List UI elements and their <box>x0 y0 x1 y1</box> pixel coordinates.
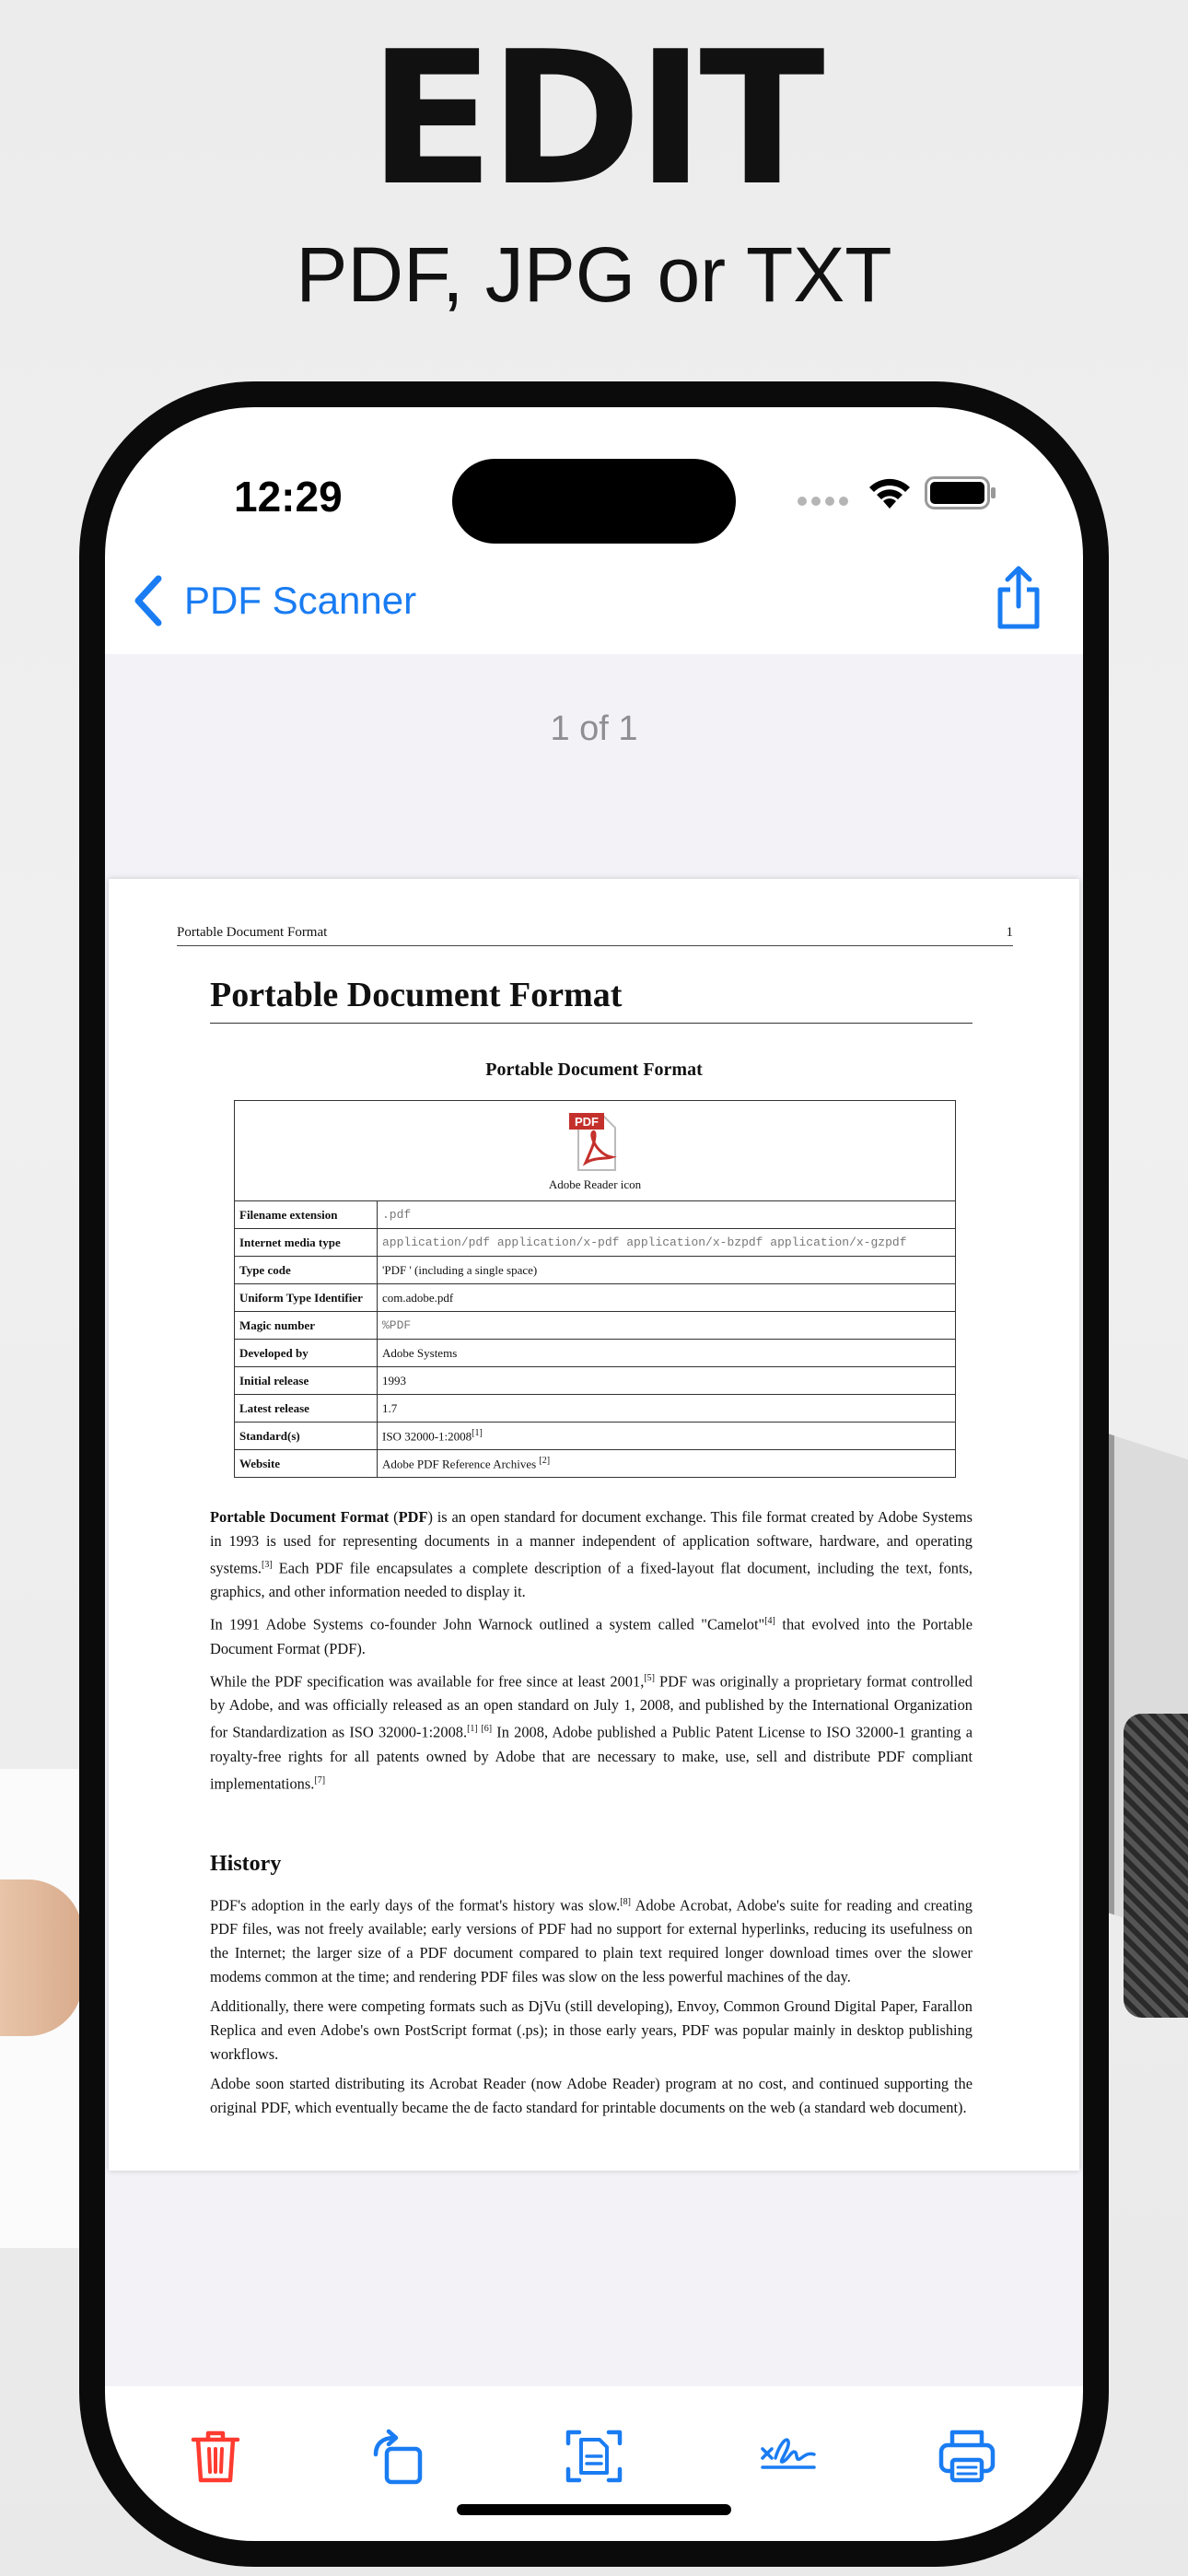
row-key: Magic number <box>235 1312 378 1340</box>
running-head-page-number: 1 <box>1006 925 1013 940</box>
page-counter: 1 of 1 <box>550 709 638 748</box>
text-run: PDF's adoption in the early days of the format's history was slow. <box>210 1896 621 1914</box>
dynamic-island <box>452 459 736 544</box>
citation[interactable]: [8] <box>620 1897 631 1907</box>
bold-term: PDF <box>398 1508 428 1526</box>
paragraph <box>210 1667 973 1796</box>
text-run: In 1991 Adobe Systems co-founder John Warnock outlined a system called "Camelot" <box>210 1615 765 1633</box>
row-key: Uniform Type Identifier <box>235 1284 378 1312</box>
infobox-caption: Portable Document Format <box>485 1060 703 1080</box>
running-head <box>177 925 1013 946</box>
back-button[interactable] <box>131 564 416 638</box>
status-time: 12:29 <box>234 473 343 521</box>
phone-frame <box>79 381 1109 2567</box>
running-head-title: Portable Document Format <box>177 925 328 940</box>
paragraph: Adobe soon started distributing its Acrobat Reader (now Adobe Reader) program at no cost, and continued supporting the original PDF, which eventually became the de facto standard for printable documents on the web (a standard web document). <box>210 2075 973 2117</box>
bold-term: Portable Document Format <box>210 1508 390 1526</box>
row-key: Website <box>235 1450 378 1478</box>
text-run: Adobe Acrobat, Adobe's suite for reading and creating PDF files, was not freely available; early versions of PDF had no support for external hyperlinks, reducing its usefulness on the Internet; the larger size of a PDF document compared to plain text required longer download times over the slower modems common at the time; and rendering PDF files was slow on the less powerful machines of the day. <box>210 1896 973 1986</box>
table-row <box>235 1340 956 1367</box>
wifi-icon <box>866 472 914 512</box>
battery-icon <box>925 476 996 509</box>
print-icon[interactable] <box>938 2427 996 2486</box>
table-row <box>235 1257 956 1284</box>
chevron-left-icon <box>131 573 168 628</box>
citation[interactable]: [2] <box>539 1455 551 1466</box>
home-indicator[interactable] <box>457 2504 731 2515</box>
row-key: Initial release <box>235 1367 378 1395</box>
citation[interactable]: [7] <box>314 1774 326 1786</box>
row-key: Type code <box>235 1257 378 1284</box>
table-row <box>235 1284 956 1312</box>
text-run: that evolved into the Portable Document Format (PDF). <box>210 1615 973 1657</box>
citation[interactable]: [3] <box>262 1560 273 1570</box>
paragraph: Additionally, there were competing formats such as DjVu (still developing), Envoy, Common Ground Digital Paper, Farallon Replica and even Adobe's own PostScript format (.ps); in those early years, PDF was popular mainly in desktop publishing workflows. <box>210 1997 973 2064</box>
bottom-toolbar <box>105 2390 1083 2510</box>
row-value: 1993 <box>378 1367 956 1395</box>
hero-title: EDIT <box>368 12 820 227</box>
citation[interactable]: [1] [6] <box>467 1724 493 1735</box>
pdf-icon-label: PDF <box>575 1115 599 1129</box>
table-row <box>235 1367 956 1395</box>
row-key: Developed by <box>235 1340 378 1367</box>
row-value: Adobe Systems <box>378 1340 956 1367</box>
table-row <box>235 1201 956 1229</box>
paragraph <box>210 1891 973 1989</box>
row-value[interactable]: Adobe PDF Reference Archives <box>382 1457 537 1471</box>
section-heading-history: History <box>210 1852 282 1876</box>
citation[interactable]: [5] <box>644 1672 655 1683</box>
hero-subtitle: PDF, JPG or TXT <box>296 231 892 318</box>
infobox-icon-caption: Adobe Reader icon <box>548 1177 642 1191</box>
row-value: application/pdf application/x-pdf application/x-bzpdf application/x-gzpdf <box>378 1229 956 1257</box>
trash-icon[interactable] <box>186 2427 245 2486</box>
pdf-file-icon <box>567 1109 623 1174</box>
citation[interactable]: [1] <box>472 1427 483 1438</box>
table-row <box>235 1395 956 1423</box>
body-text-history <box>210 1891 973 2125</box>
share-icon[interactable] <box>993 566 1044 630</box>
text-run: While the PDF specification was available for free since at least 2001, <box>210 1672 645 1691</box>
row-key: Standard(s) <box>235 1423 378 1450</box>
row-key: Internet media type <box>235 1229 378 1257</box>
row-value-cell <box>378 1423 956 1450</box>
row-key: Filename extension <box>235 1201 378 1229</box>
row-value: .pdf <box>378 1201 956 1229</box>
paragraph <box>210 1505 973 1604</box>
table-row <box>235 1312 956 1340</box>
document-page[interactable] <box>109 879 1079 2171</box>
row-value: %PDF <box>378 1312 956 1340</box>
body-text-intro <box>210 1505 973 1801</box>
background-hand <box>0 1879 83 2036</box>
background-pen-holder <box>1124 1714 1188 2018</box>
infobox-table <box>234 1100 956 1478</box>
scan-document-icon[interactable] <box>565 2427 623 2486</box>
paragraph <box>210 1610 973 1660</box>
table-row <box>235 1450 956 1478</box>
text-run: In 2008, Adobe published a Public Patent License to ISO 32000-1 granting a royalty-free rights for all patents owned by Adobe that are necessary to make, use, sell and distribute PDF compliant implementations. <box>210 1723 973 1793</box>
signature-icon[interactable] <box>759 2427 818 2486</box>
text-run: Each PDF file encapsulates a complete description of a fixed-layout flat document, including the text, fonts, graphics, and other information needed to display it. <box>210 1559 973 1601</box>
document-title: Portable Document Format <box>210 975 973 1024</box>
row-value: 1.7 <box>378 1395 956 1423</box>
text-run: ( <box>389 1508 399 1526</box>
document-viewer[interactable] <box>105 654 1083 2386</box>
text-run: PDF was originally a proprietary format controlled by Adobe, and was officially released as an open standard on July 1, 2008, and published by the International Organization for Standardization as ISO 32000-1:2008. <box>210 1672 973 1741</box>
row-value: 'PDF ' (including a single space) <box>378 1257 956 1284</box>
back-button-label: PDF Scanner <box>184 579 417 622</box>
row-value: com.adobe.pdf <box>378 1284 956 1312</box>
signal-dots-icon <box>798 494 853 507</box>
phone-screen <box>105 407 1083 2541</box>
row-key: Latest release <box>235 1395 378 1423</box>
table-row <box>235 1229 956 1257</box>
infobox-icon-cell <box>235 1101 956 1201</box>
text-run: ) is an open standard for document exchange. This file format created by Adobe Systems in 1993 is used for representing documents in a manner independent of application software, hardware, and operating systems. <box>210 1508 973 1577</box>
rotate-icon[interactable] <box>368 2427 427 2486</box>
row-value-cell <box>378 1450 956 1478</box>
row-value: ISO 32000-1:2008 <box>382 1429 472 1444</box>
citation[interactable]: [4] <box>764 1616 775 1627</box>
table-row <box>235 1423 956 1450</box>
